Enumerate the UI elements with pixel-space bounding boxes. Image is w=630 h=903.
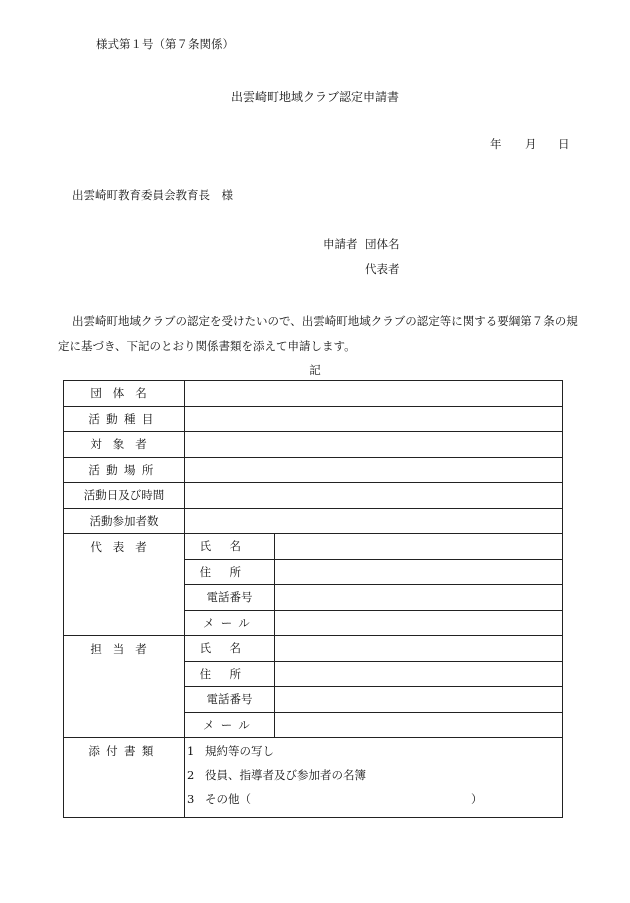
close-paren: ） [471, 792, 483, 806]
organization-name-field[interactable] [185, 381, 563, 407]
addressee: 出雲崎町教育委員会教育長 様 [72, 188, 233, 202]
body-text-line-1: 出雲崎町地域クラブの認定を受けたいので、出雲崎町地域クラブの認定等に関する要綱第７条の規 [72, 314, 578, 328]
row-label-representative: 代表者 [64, 534, 185, 636]
contact-name-label: 氏名 [185, 636, 275, 662]
rep-email-label: メール [185, 610, 275, 636]
row-label-activity-schedule: 活動日及び時間 [64, 483, 185, 509]
table-row [64, 508, 563, 534]
form-number: 様式第１号（第７条関係） [96, 37, 234, 51]
application-form-table [63, 380, 563, 818]
rep-name-label: 氏名 [185, 534, 275, 560]
table-row [64, 457, 563, 483]
table-row [64, 636, 563, 662]
row-label-participants: 活動参加者数 [64, 508, 185, 534]
activity-schedule-field[interactable] [185, 483, 563, 509]
contact-email-label: メール [185, 712, 275, 738]
date-day-label: 日 [558, 137, 570, 151]
contact-phone-label: 電話番号 [185, 687, 275, 713]
rep-address-label: 住所 [185, 559, 275, 585]
row-label-contact-person: 担当者 [64, 636, 185, 738]
list-item: 2 役員、指導者及び参加者の名簿 [187, 768, 366, 782]
contact-phone-field[interactable] [275, 687, 563, 713]
table-row [64, 534, 563, 560]
body-text-line-2: 定に基づき、下記のとおり関係書類を添えて申請します。 [58, 339, 356, 353]
contact-address-field[interactable] [275, 661, 563, 687]
participants-field[interactable] [185, 508, 563, 534]
table-row [64, 381, 563, 407]
table-row [64, 432, 563, 458]
row-label-activity-type: 活動種目 [64, 406, 185, 432]
table-row [64, 406, 563, 432]
document-title: 出雲崎町地域クラブ認定申請書 [230, 90, 399, 104]
row-label-attachments: 添付書類 [64, 738, 185, 818]
contact-name-field[interactable] [275, 636, 563, 662]
list-item: 1 規約等の写し [187, 744, 274, 758]
table-row [64, 738, 563, 818]
date-year-label: 年 [490, 137, 502, 151]
list-item: 3 その他（ ） [187, 792, 483, 806]
activity-type-field[interactable] [185, 406, 563, 432]
row-label-target: 対象者 [64, 432, 185, 458]
rep-phone-label: 電話番号 [185, 585, 275, 611]
rep-phone-field[interactable] [275, 585, 563, 611]
applicant-label: 申請者 [323, 237, 358, 251]
rep-email-field[interactable] [275, 610, 563, 636]
row-label-activity-location: 活動場所 [64, 457, 185, 483]
ki-heading: 記 [309, 363, 321, 377]
rep-name-field[interactable] [275, 534, 563, 560]
date-month-label: 月 [525, 137, 537, 151]
contact-email-field[interactable] [275, 712, 563, 738]
contact-address-label: 住所 [185, 661, 275, 687]
applicant-organization-label: 団体名 [365, 237, 400, 251]
applicant-representative-label: 代表者 [365, 262, 400, 276]
activity-location-field[interactable] [185, 457, 563, 483]
rep-address-field[interactable] [275, 559, 563, 585]
attachments-list [185, 738, 563, 818]
target-field[interactable] [185, 432, 563, 458]
row-label-organization-name: 団体名 [64, 381, 185, 407]
table-row [64, 483, 563, 509]
